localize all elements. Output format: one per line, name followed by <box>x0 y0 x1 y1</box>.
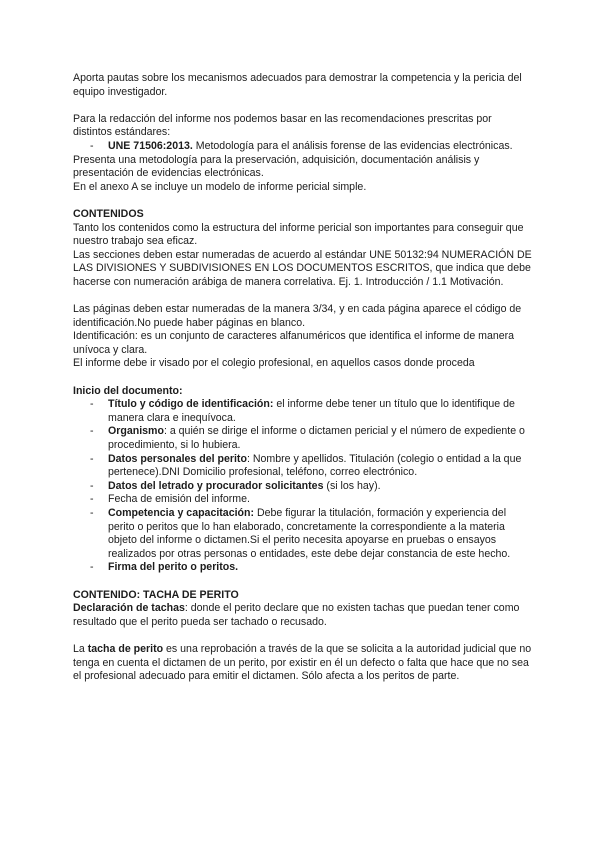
list-item <box>73 425 533 452</box>
list-item <box>73 507 533 561</box>
item-text: : Nombre y apellidos. Titulación (colegio o entidad a la que pertenece).DNI Domicilio profesional, teléfono, correo electrónico. <box>108 452 522 479</box>
declaracion-text: : donde el perito declare que no existen tachas que puedan tener como resultado que el perito pueda ser tachado o recusado. <box>73 602 520 628</box>
standard-code: UNE 71506:2013. <box>108 139 193 152</box>
standards-list <box>73 140 533 154</box>
list-item <box>73 453 533 480</box>
list-item <box>73 480 533 494</box>
standard-description: Metodología para el análisis forense de las evidencias electrónicas. <box>192 139 513 152</box>
list-item <box>73 140 533 154</box>
list-bullet: - <box>90 452 94 465</box>
list-bullet: - <box>90 561 94 574</box>
item-text: Fecha de emisión del informe. <box>108 493 250 506</box>
item-text: : a quién se dirige el informe o dictamen pericial y el número de expediente o procedimiento, si lo hubiera. <box>108 425 525 452</box>
anexo-paragraph: En el anexo A se incluye un modelo de informe pericial simple. <box>73 180 367 193</box>
list-item <box>73 493 533 507</box>
document-body <box>73 72 533 684</box>
item-label: Firma del perito o peritos. <box>108 561 239 574</box>
inicio-list <box>73 398 533 575</box>
contenidos-paragraph-1: Tanto los contenidos como la estructura del informe pericial son importantes para conseguir que nuestro trabajo sea eficaz. <box>73 221 524 248</box>
list-bullet: - <box>90 139 94 152</box>
list-item <box>73 398 533 425</box>
declaracion-paragraph <box>73 602 533 629</box>
contenidos-paragraph-2: Las secciones deben estar numeradas de acuerdo al estándar UNE 50132:94 NUMERACIÓN DE LAS DIVISIONES Y SUBDIVISIONES EN LOS DOCUMENTOS ESCRITOS, que indica que debe hacerse con numeración arábiga de manera correlativa. Ej. 1. Introducción / 1.1 Motivación. <box>73 248 532 288</box>
metodologia-paragraph: Presenta una metodología para la preservación, adquisición, documentación análisis y presentación de evidencias electrónicas. <box>73 153 480 180</box>
intro-paragraph: Aporta pautas sobre los mecanismos adecuados para demostrar la competencia y la pericia del equipo investigador. <box>73 72 522 98</box>
item-label: Título y código de identificación: <box>108 398 274 411</box>
contenidos-paragraph-4: Identificación: es un conjunto de caracteres alfanuméricos que identifica el informe de manera unívoca y clara. <box>73 330 515 356</box>
tacha-text: es una reprobación a través de la que se solicita a la autoridad judicial que no tenga en cuenta el dictamen de un perito, por existir en él un defecto o falta que hace que no sea el profesional adecuado para emitir el dictamen. Sólo afecta a los peritos de parte. <box>73 642 532 683</box>
item-label: Datos del letrado y procurador solicitantes <box>108 479 324 492</box>
list-bullet: - <box>90 507 94 519</box>
contenidos-paragraph-3: Las páginas deben estar numeradas de la manera 3/34, y en cada página aparece el código de identificación.No puede haber páginas en blanco. <box>73 303 522 329</box>
item-text: el informe debe tener un título que lo identifique de manera clara e inequívoca. <box>108 398 515 424</box>
contenidos-paragraph-5: El informe debe ir visado por el colegio profesional, en aquellos casos donde proceda <box>73 357 475 370</box>
item-label: Organismo <box>108 425 164 438</box>
item-text: Debe figurar la titulación, formación y experiencia del perito o peritos que lo han elaborado, concretamente la correspondiente a la materia objeto del informe o dictamen.Si el perito necesita apoyarse en pruebas o ensayos realizados por otras personas o entidades, este debe dejar constancia de este hecho. <box>108 507 511 560</box>
item-label: Datos personales del perito <box>108 452 247 465</box>
list-item <box>73 561 533 575</box>
tacha-heading: CONTENIDO: TACHA DE PERITO <box>73 588 239 601</box>
list-bullet: - <box>90 398 94 411</box>
list-bullet: - <box>90 493 94 506</box>
tacha-paragraph <box>73 643 533 684</box>
inicio-heading: Inicio del documento: <box>73 384 183 397</box>
item-text: (si los hay). <box>323 479 381 492</box>
tacha-term: tacha de perito <box>87 642 164 655</box>
tacha-prefix: La <box>73 642 88 655</box>
contenidos-heading: CONTENIDOS <box>73 207 144 220</box>
list-bullet: - <box>90 425 94 438</box>
declaracion-label: Declaración de tachas <box>73 602 185 615</box>
redaccion-paragraph: Para la redacción del informe nos podemos basar en las recomendaciones prescritas por distintos estándares: <box>73 112 492 139</box>
list-bullet: - <box>90 479 94 492</box>
item-label: Competencia y capacitación: <box>108 507 255 519</box>
